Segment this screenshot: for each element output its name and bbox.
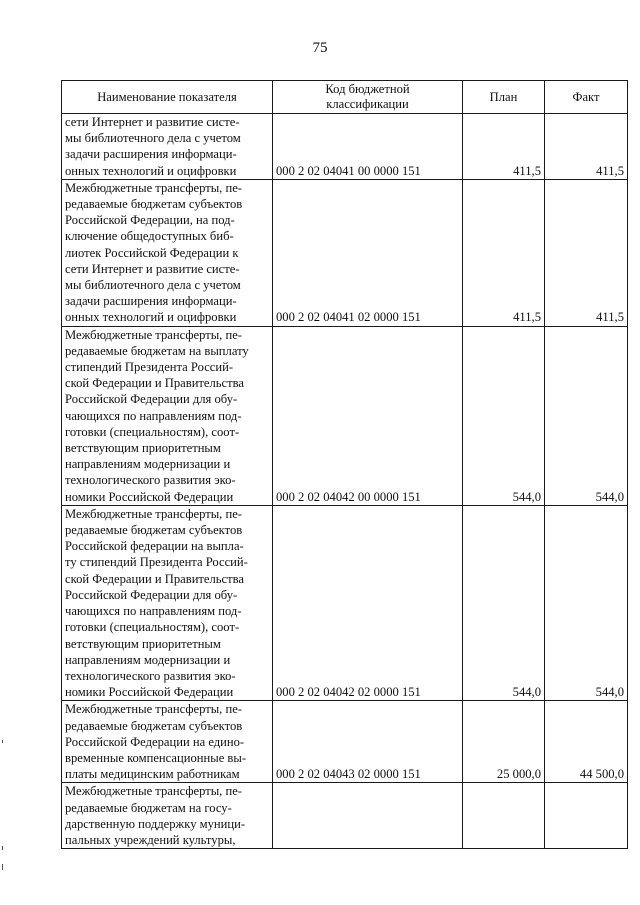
indicator-name-line: мы библиотечного дела с учетом xyxy=(65,278,241,293)
indicator-name-line: номики Российской Федерации xyxy=(65,489,234,504)
fact-cell: 411,5 xyxy=(545,114,628,180)
indicator-name-line: готовки (специальностям), соот- xyxy=(65,424,240,439)
indicator-name-line: временные компенсационные вы- xyxy=(65,750,247,765)
indicator-name-line: редаваемые бюджетам субъектов xyxy=(65,523,243,538)
indicator-name-line: ветствующим приоритетным xyxy=(65,441,221,456)
table-row xyxy=(62,783,628,849)
fact-cell xyxy=(545,783,628,849)
indicator-name-line: стипендий Президента Россий- xyxy=(65,360,234,375)
budget-code-cell: 000 2 02 04043 02 0000 151 xyxy=(273,701,463,783)
header-fact: Факт xyxy=(545,81,628,114)
indicator-name-line: мы библиотечного дела с учетом xyxy=(65,131,241,146)
indicator-name-cell xyxy=(62,114,273,180)
indicator-name-line: направлениям модернизации и xyxy=(65,457,231,472)
indicator-name-line: ской Федерации и Правительства xyxy=(65,571,245,586)
indicator-name-cell xyxy=(62,701,273,783)
indicator-name-line: дарственную поддержку муници- xyxy=(65,816,246,831)
indicator-name-line: направлениям модернизации и xyxy=(65,652,231,667)
indicator-name-cell xyxy=(62,783,273,849)
fact-cell: 411,5 xyxy=(545,179,628,326)
header-plan: План xyxy=(463,81,545,114)
indicator-name-line: редаваемые бюджетам субъектов xyxy=(65,718,243,733)
plan-cell: 411,5 xyxy=(463,114,545,180)
indicator-name-line: Российской Федерации для обу- xyxy=(65,392,238,407)
indicator-name-line: Межбюджетные трансферты, пе- xyxy=(65,180,243,195)
indicator-name-line: пальных учреждений культуры, xyxy=(65,832,236,847)
indicator-name-line: ветствующим приоритетным xyxy=(65,636,221,651)
indicator-name-line: ключение общедоступных биб- xyxy=(65,229,234,244)
indicator-name-line: Межбюджетные трансферты, пе- xyxy=(65,784,243,799)
indicator-name-line: технологического развития эко- xyxy=(65,473,236,488)
plan-cell: 544,0 xyxy=(463,505,545,700)
budget-code-cell: 000 2 02 04042 02 0000 151 xyxy=(273,505,463,700)
plan-cell: 25 000,0 xyxy=(463,701,545,783)
table-row xyxy=(62,114,628,180)
indicator-name-cell xyxy=(62,505,273,700)
indicator-name-line: платы медицинским работникам xyxy=(65,767,240,782)
indicator-name-line: онных технологий и оцифровки xyxy=(65,163,237,178)
indicator-name-line: готовки (специальностям), соот- xyxy=(65,620,240,635)
indicator-name-cell xyxy=(62,179,273,326)
indicator-name-line: редаваемые бюджетам субъектов xyxy=(65,197,243,212)
indicator-name-line: задачи расширения информаци- xyxy=(65,294,237,309)
indicator-name-line: чающихся по направлениям под- xyxy=(65,408,242,423)
table-row xyxy=(62,701,628,783)
indicator-name-line: сети Интернет и развитие систе- xyxy=(65,261,240,276)
indicator-name-line: сети Интернет и развитие систе- xyxy=(65,115,240,129)
indicator-name-line: Межбюджетные трансферты, пе- xyxy=(65,702,243,717)
plan-cell: 544,0 xyxy=(463,326,545,505)
indicator-name-line: редаваемые бюджетам на госу- xyxy=(65,800,232,815)
fact-cell: 544,0 xyxy=(545,505,628,700)
plan-cell xyxy=(463,783,545,849)
budget-code-cell xyxy=(273,783,463,849)
indicator-name-line: технологического развития эко- xyxy=(65,668,236,683)
table-row xyxy=(62,505,628,700)
page-number: 75 xyxy=(312,40,328,56)
header-code: Код бюджетной классификации xyxy=(273,81,463,114)
indicator-name-line: Российской федерации на выпла- xyxy=(65,539,244,554)
budget-code-cell: 000 2 02 04041 00 0000 151 xyxy=(273,114,463,180)
indicator-name-cell xyxy=(62,326,273,505)
fact-cell: 544,0 xyxy=(545,326,628,505)
indicator-name-line: Российской Федерации для обу- xyxy=(65,587,238,602)
table-row xyxy=(62,326,628,505)
indicator-name-line: лиотек Российской Федерации к xyxy=(65,245,239,260)
indicator-name-line: Межбюджетные трансферты, пе- xyxy=(65,506,243,521)
header-name: Наименование показателя xyxy=(62,81,273,114)
indicator-name-line: ской Федерации и Правительства xyxy=(65,376,245,391)
indicator-name-line: Российской Федерации на едино- xyxy=(65,734,245,749)
indicator-name-line: Межбюджетные трансферты, пе- xyxy=(65,327,243,342)
indicator-name-line: онных технологий и оцифровки xyxy=(65,310,237,325)
budget-table xyxy=(61,80,628,849)
fact-cell: 44 500,0 xyxy=(545,701,628,783)
table-row xyxy=(62,179,628,326)
indicator-name-line: задачи расширения информаци- xyxy=(65,147,237,162)
plan-cell: 411,5 xyxy=(463,179,545,326)
budget-code-cell: 000 2 02 04041 02 0000 151 xyxy=(273,179,463,326)
budget-code-cell: 000 2 02 04042 00 0000 151 xyxy=(273,326,463,505)
scan-margin-mark xyxy=(2,864,3,870)
indicator-name-line: номики Российской Федерации xyxy=(65,685,234,700)
indicator-name-line: редаваемые бюджетам на выплату xyxy=(65,343,249,358)
indicator-name-line: ту стипендий Президента Россий- xyxy=(65,555,248,570)
scan-margin-mark xyxy=(2,740,3,743)
indicator-name-line: чающихся по направлениям под- xyxy=(65,604,242,619)
indicator-name-line: Российской Федерации, на под- xyxy=(65,213,235,228)
table-header-row xyxy=(62,81,628,114)
scan-margin-mark xyxy=(2,846,3,850)
